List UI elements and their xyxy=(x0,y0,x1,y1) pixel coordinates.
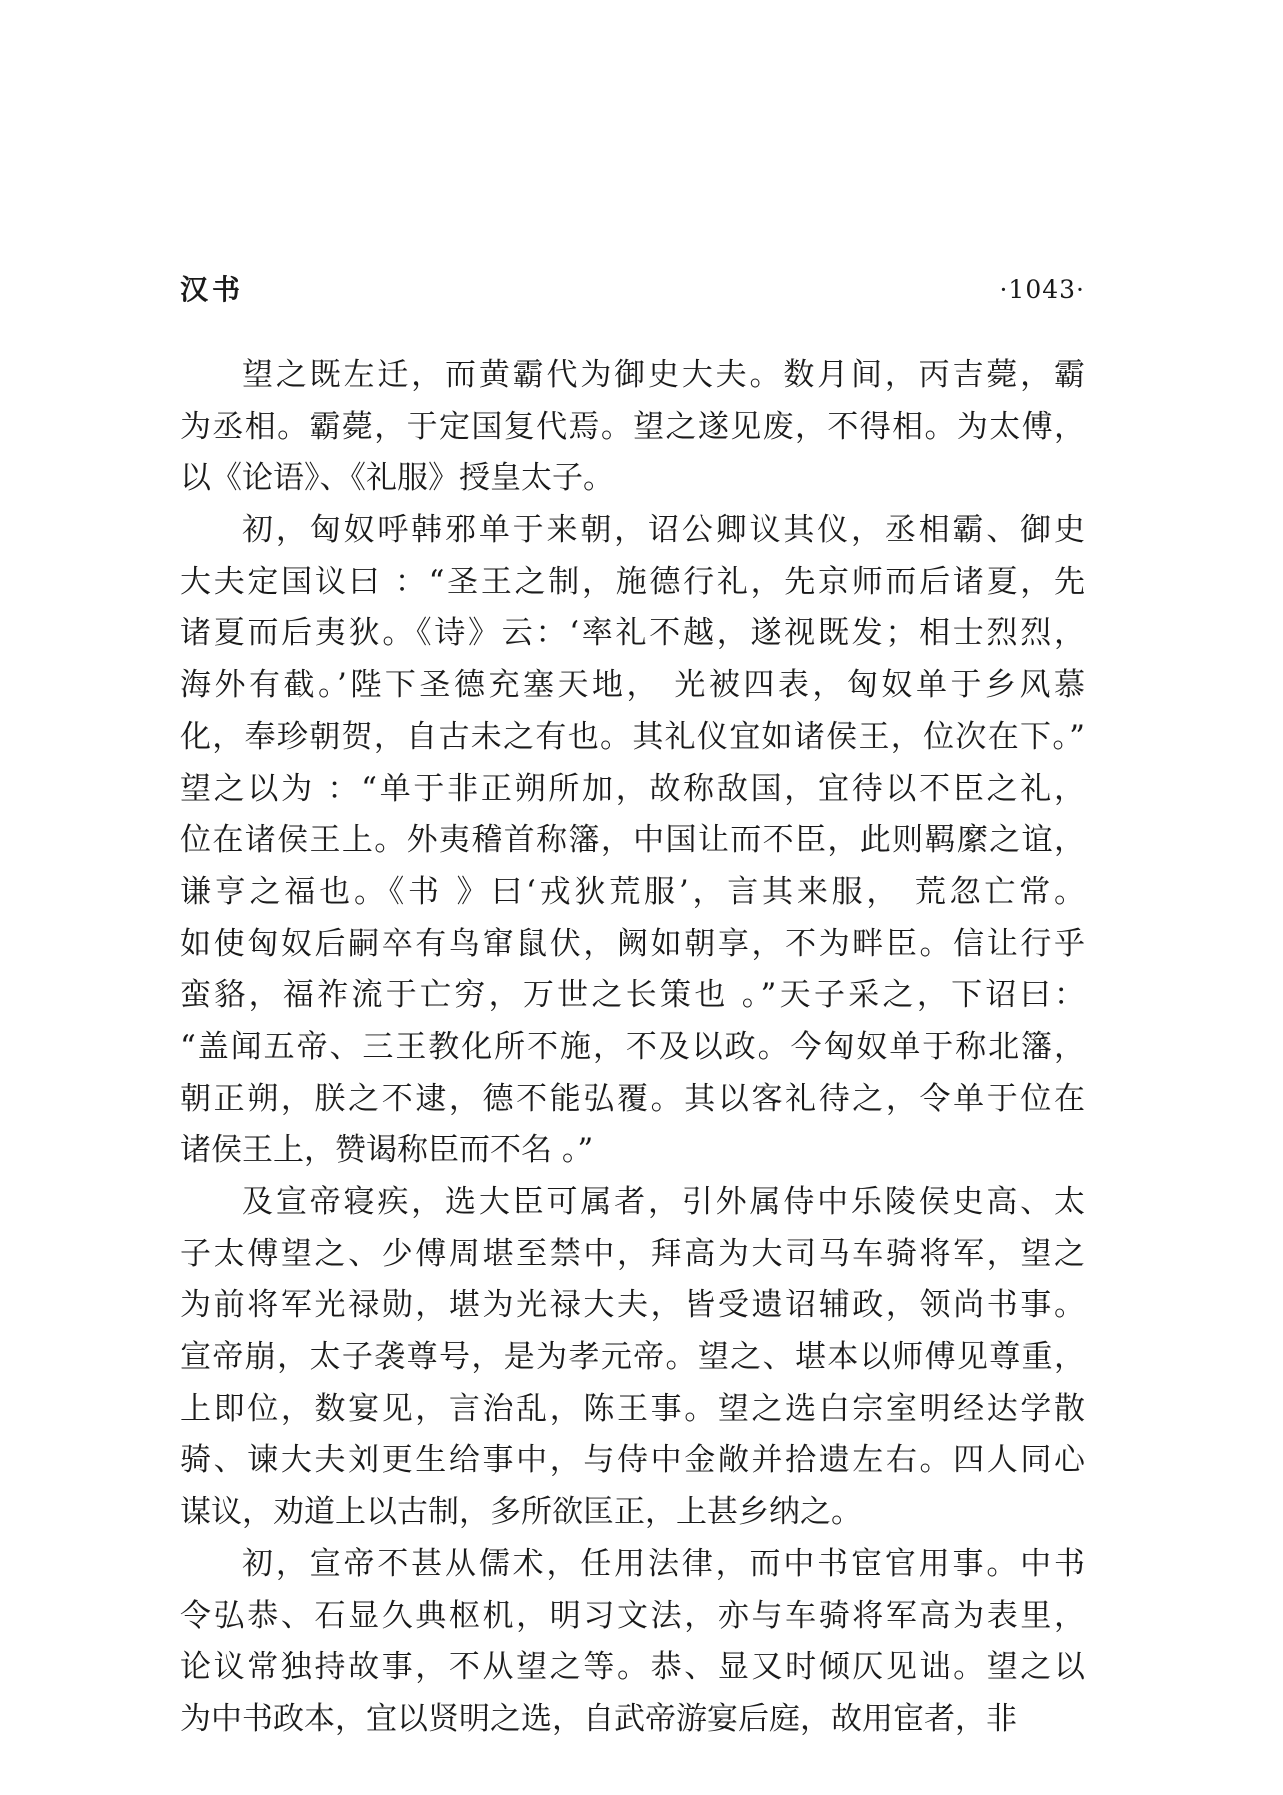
text-line: 及宣帝寝疾，选大臣可属者，引外属侍中乐陵侯史高、太 xyxy=(242,1184,1085,1220)
text-line: 诸侯王上，赞谒称臣而不名 。” xyxy=(180,1132,594,1169)
text-line: 化，奉珍朝贺，自古未之有也。其礼仪宜如诸侯王，位次在下。” xyxy=(180,718,1085,755)
text-line: “盖闻五帝、三王教化所不施，不及以政。今匈奴单于称北籓， xyxy=(180,1028,1085,1065)
text-line: 海外有截。’陛下圣德充塞天地， 光被四表，匈奴单于乡风慕 xyxy=(180,667,1085,704)
paragraph xyxy=(180,1539,1085,1746)
text-line: 望之既左迁，而黄霸代为御史大夫。数月间，丙吉薨，霸 xyxy=(242,357,1085,393)
paragraph xyxy=(180,505,1085,1177)
text-line: 望之以为 ：“单于非正朔所加，故称敌国，宜待以不臣之礼， xyxy=(180,770,1085,807)
text-line: 谋议，劝道上以古制，多所欲匡正，上甚乡纳之。 xyxy=(180,1494,862,1531)
text-line: 初，匈奴呼韩邪单于来朝，诏公卿议其仪，丞相霸、御史 xyxy=(242,512,1085,549)
paragraph xyxy=(180,350,1085,505)
text-line: 如使匈奴后嗣卒有鸟窜鼠伏，阙如朝享，不为畔臣。信让行乎 xyxy=(180,925,1085,962)
text-line: 令弘恭、石显久典枢机，明习文法，亦与车骑将军高为表里， xyxy=(180,1597,1085,1634)
text-line: 骑、谏大夫刘更生给事中，与侍中金敞并拾遗左右。四人同心 xyxy=(180,1442,1085,1479)
text-line: 位在诸侯王上。外夷稽首称籓，中国让而不臣，此则羁縻之谊， xyxy=(180,822,1085,859)
text-line: 蛮貉，福祚流于亡穷，万世之长策也 。”天子采之，下诏曰： xyxy=(180,977,1085,1014)
text-line: 谦亨之福也。《书 》曰‘戎狄荒服’，言其来服， 荒忽亡常。 xyxy=(180,873,1085,910)
text-line: 宣帝崩，太子袭尊号，是为孝元帝。望之、堪本以师傅见尊重， xyxy=(180,1339,1085,1376)
text-line: 大夫定国议曰 ：“圣王之制，施德行礼，先京师而后诸夏，先 xyxy=(180,563,1085,600)
text-line: 朝正朔，朕之不逮，德不能弘覆。其以客礼待之，令单于位在 xyxy=(180,1080,1085,1117)
text-line: 初，宣帝不甚从儒术，任用法律，而中书宦官用事。中书 xyxy=(242,1545,1085,1582)
text-line: 以《论语》、《礼服》授皇太子。 xyxy=(180,460,614,497)
running-header xyxy=(180,268,1085,312)
page-number: ·1043· xyxy=(999,275,1085,304)
text-line: 为前将军光禄勋，堪为光禄大夫，皆受遗诏辅政，领尚书事。 xyxy=(180,1287,1085,1324)
text-line: 为中书政本，宜以贤明之选，自武帝游宴后庭，故用宦者，非 xyxy=(180,1700,1017,1737)
text-line: 为丞相。霸薨，于定国复代焉。望之遂见废，不得相。为太傅， xyxy=(180,408,1085,445)
text-line: 诸夏而后夷狄。《诗》云：‘率礼不越，遂视既发；相士烈烈， xyxy=(180,615,1085,652)
text-line: 上即位，数宴见，言治乱，陈王事。望之选白宗室明经达学散 xyxy=(180,1390,1085,1427)
paragraph xyxy=(180,1177,1085,1539)
text-line: 子太傅望之、少傅周堪至禁中，拜高为大司马车骑将军，望之 xyxy=(180,1235,1085,1272)
text-line: 论议常独持故事，不从望之等。恭、显又时倾仄见诎。望之以 xyxy=(180,1649,1085,1686)
book-title: 汉书 xyxy=(180,273,245,306)
body-text xyxy=(180,350,1085,1746)
